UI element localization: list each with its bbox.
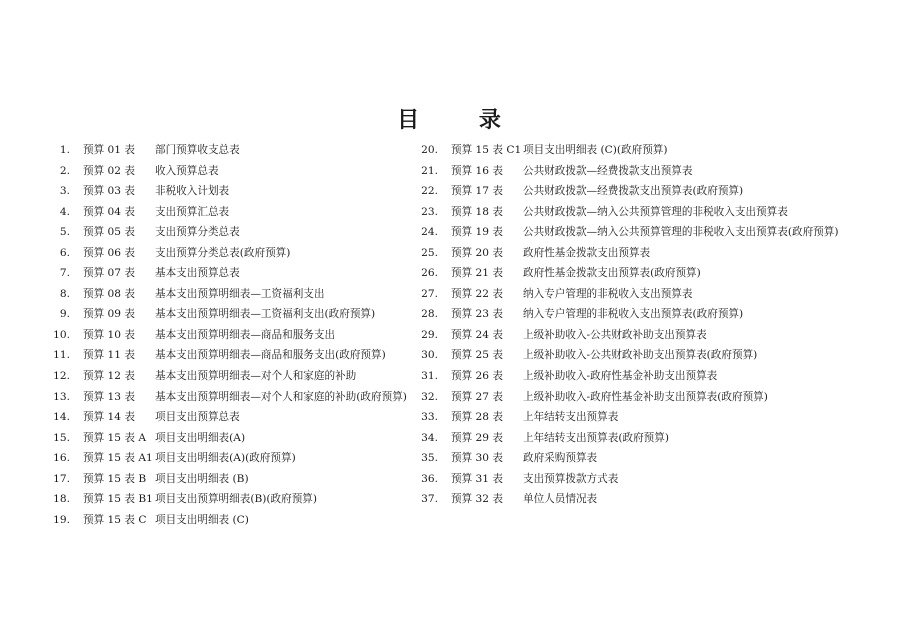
toc-entry-title: 支出预算分类总表(政府预算) — [155, 246, 291, 259]
toc-entry-code: 预算 15 表 B1 — [83, 493, 153, 506]
toc-entry-title: 政府性基金拨款支出预算表(政府预算) — [523, 267, 701, 280]
toc-entry-title: 收入预算总表 — [155, 164, 219, 177]
toc-entry-number: 24. — [421, 226, 438, 239]
toc-entry-title: 单位人员情况表 — [523, 493, 598, 506]
toc-entry-code: 预算 24 表 — [451, 328, 503, 341]
toc-entry[interactable] — [50, 387, 430, 408]
toc-entry-code: 预算 14 表 — [83, 411, 135, 424]
toc-entry-title: 公共财政拨款—经费拨款支出预算表(政府预算) — [523, 185, 744, 198]
toc-entry-code: 预算 04 表 — [83, 205, 135, 218]
toc-entry-title: 支出预算分类总表 — [155, 226, 240, 239]
toc-entry-code: 预算 08 表 — [83, 287, 135, 300]
toc-entry[interactable] — [418, 489, 858, 510]
toc-left-column — [50, 140, 430, 530]
toc-entry[interactable] — [50, 202, 430, 223]
toc-entry-code: 预算 15 表 A1 — [83, 452, 153, 465]
toc-entry[interactable] — [418, 387, 858, 408]
toc-entry-code: 预算 10 表 — [83, 328, 135, 341]
toc-entry-title: 上级补助收入-公共财政补助支出预算表(政府预算) — [523, 349, 758, 362]
toc-entry[interactable] — [50, 222, 430, 243]
toc-entry-code: 预算 03 表 — [83, 185, 135, 198]
toc-entry[interactable] — [418, 181, 858, 202]
toc-entry-code: 预算 09 表 — [83, 308, 135, 321]
toc-entry[interactable] — [50, 161, 430, 182]
toc-entry-code: 预算 02 表 — [83, 164, 135, 177]
toc-entry-number: 11. — [53, 349, 70, 362]
toc-entry[interactable] — [418, 448, 858, 469]
toc-entry-code: 预算 11 表 — [83, 349, 135, 362]
toc-entry-number: 14. — [53, 411, 70, 424]
toc-entry-number: 23. — [421, 205, 438, 218]
toc-entry[interactable] — [50, 489, 430, 510]
toc-entry-number: 8. — [59, 287, 70, 300]
toc-entry[interactable] — [418, 304, 858, 325]
toc-entry-code: 预算 16 表 — [451, 164, 503, 177]
toc-entry-code: 预算 28 表 — [451, 411, 503, 424]
toc-entry-number: 20. — [421, 144, 438, 156]
toc-entry-code: 预算 15 表 C — [83, 513, 147, 526]
toc-entry-title: 纳入专户管理的非税收入支出预算表(政府预算) — [523, 308, 744, 321]
toc-entry-title: 上年结转支出预算表 — [523, 411, 619, 424]
toc-entry-code: 预算 15 表 C1 — [451, 144, 522, 156]
toc-entry[interactable] — [418, 366, 858, 387]
toc-entry-code: 预算 23 表 — [451, 308, 503, 321]
toc-entry-number: 36. — [421, 472, 438, 485]
toc-entry-number: 7. — [59, 267, 70, 280]
toc-entry-number: 15. — [53, 431, 70, 444]
toc-entry-title: 基本支出预算明细表—工资福利支出 — [155, 287, 325, 300]
toc-entry-number: 9. — [59, 308, 70, 321]
toc-entry-number: 4. — [59, 205, 70, 218]
toc-entry-title: 基本支出预算明细表—商品和服务支出(政府预算) — [155, 349, 386, 362]
toc-entry-code: 预算 01 表 — [83, 144, 135, 156]
toc-entry-number: 34. — [421, 431, 438, 444]
toc-entry[interactable] — [50, 140, 430, 161]
toc-entry-title: 基本支出预算明细表—商品和服务支出 — [155, 328, 336, 341]
toc-entry-number: 32. — [421, 390, 438, 403]
toc-entry-number: 27. — [421, 287, 438, 300]
toc-entry-number: 1. — [59, 144, 70, 156]
toc-entry-title: 上年结转支出预算表(政府预算) — [523, 431, 669, 444]
toc-entry-title: 项目支出明细表(A)(政府预算) — [155, 452, 296, 465]
toc-entry-code: 预算 32 表 — [451, 493, 503, 506]
toc-entry-title: 上级补助收入-公共财政补助支出预算表 — [523, 328, 707, 341]
toc-entry[interactable] — [50, 263, 430, 284]
toc-entry-number: 2. — [59, 164, 70, 177]
toc-entry-code: 预算 30 表 — [451, 452, 503, 465]
toc-entry-number: 16. — [53, 452, 70, 465]
toc-entry-title: 基本支出预算总表 — [155, 267, 240, 280]
toc-entry-title: 项目支出明细表(A) — [155, 431, 246, 444]
toc-entry[interactable] — [418, 345, 858, 366]
toc-right-column — [418, 140, 858, 510]
toc-entry-number: 30. — [421, 349, 438, 362]
toc-entry-title: 公共财政拨款—经费拨款支出预算表 — [523, 164, 693, 177]
toc-entry[interactable] — [50, 469, 430, 490]
toc-entry-number: 13. — [53, 390, 70, 403]
toc-entry-title: 非税收入计划表 — [155, 185, 230, 198]
toc-entry-code: 预算 06 表 — [83, 246, 135, 259]
toc-entry-code: 预算 19 表 — [451, 226, 503, 239]
toc-entry-code: 预算 15 表 B — [83, 472, 147, 485]
toc-entry-title: 支出预算汇总表 — [155, 205, 230, 218]
toc-entry-code: 预算 31 表 — [451, 472, 503, 485]
toc-entry-title: 项目支出预算总表 — [155, 411, 240, 424]
toc-entry-title: 部门预算收支总表 — [155, 144, 240, 156]
toc-entry-code: 预算 12 表 — [83, 370, 135, 383]
toc-entry-code: 预算 18 表 — [451, 205, 503, 218]
toc-entry-number: 5. — [59, 226, 70, 239]
toc-entry-title: 项目支出预算明细表(B)(政府预算) — [155, 493, 318, 506]
toc-entry-code: 预算 27 表 — [451, 390, 503, 403]
toc-entry-number: 26. — [421, 267, 438, 280]
toc-entry-title: 政府采购预算表 — [523, 452, 598, 465]
toc-entry[interactable] — [418, 469, 858, 490]
page-title: 目 录 — [397, 107, 527, 133]
toc-entry-number: 33. — [421, 411, 438, 424]
toc-entry-code: 预算 15 表 A — [83, 431, 147, 444]
toc-entry-title: 纳入专户管理的非税收入支出预算表 — [523, 287, 693, 300]
toc-entry[interactable] — [418, 428, 858, 449]
toc-entry-title: 支出预算拨款方式表 — [523, 472, 619, 485]
toc-entry[interactable] — [50, 304, 430, 325]
toc-entry[interactable] — [418, 140, 858, 161]
toc-entry[interactable] — [50, 325, 430, 346]
toc-entry-code: 预算 26 表 — [451, 370, 503, 383]
toc-entry[interactable] — [50, 284, 430, 305]
toc-entry-number: 10. — [53, 328, 70, 341]
toc-entry[interactable] — [418, 161, 858, 182]
toc-entry-number: 6. — [59, 246, 70, 259]
toc-entry-code: 预算 13 表 — [83, 390, 135, 403]
toc-entry-number: 12. — [53, 370, 70, 383]
toc-entry-code: 预算 07 表 — [83, 267, 135, 280]
toc-entry-code: 预算 21 表 — [451, 267, 503, 280]
toc-entry-number: 31. — [421, 370, 438, 383]
toc-entry[interactable] — [418, 284, 858, 305]
toc-entry-title: 公共财政拨款—纳入公共预算管理的非税收入支出预算表(政府预算) — [523, 226, 839, 239]
toc-entry-number: 3. — [59, 185, 70, 198]
toc-entry-number: 18. — [53, 493, 70, 506]
toc-entry[interactable] — [418, 407, 858, 428]
toc-entry-number: 25. — [421, 246, 438, 259]
toc-entry-number: 21. — [421, 164, 438, 177]
toc-entry-code: 预算 22 表 — [451, 287, 503, 300]
toc-entry[interactable] — [50, 407, 430, 428]
toc-entry-number: 17. — [53, 472, 70, 485]
toc-entry[interactable] — [50, 243, 430, 264]
toc-entry-number: 37. — [421, 493, 438, 506]
toc-entry-number: 35. — [421, 452, 438, 465]
toc-entry-title: 上级补助收入-政府性基金补助支出预算表 — [523, 370, 718, 383]
toc-entry-number: 29. — [421, 328, 438, 341]
toc-entry[interactable] — [50, 428, 430, 449]
toc-entry[interactable] — [418, 243, 858, 264]
toc-entry[interactable] — [418, 222, 858, 243]
toc-entry-number: 28. — [421, 308, 438, 321]
toc-entry-code: 预算 25 表 — [451, 349, 503, 362]
toc-entry[interactable] — [50, 366, 430, 387]
toc-entry[interactable] — [50, 345, 430, 366]
toc-entry[interactable] — [418, 202, 858, 223]
toc-entry-title: 基本支出预算明细表—对个人和家庭的补助 — [155, 370, 357, 383]
toc-entry-title: 项目支出明细表 (B) — [155, 472, 249, 485]
toc-entry-code: 预算 05 表 — [83, 226, 135, 239]
toc-entry-title: 公共财政拨款—纳入公共预算管理的非税收入支出预算表 — [523, 205, 788, 218]
toc-entry-title: 政府性基金拨款支出预算表 — [523, 246, 651, 259]
toc-entry[interactable] — [418, 263, 858, 284]
toc-entry[interactable] — [50, 448, 430, 469]
toc-entry-title: 项目支出明细表 (C)(政府预算) — [523, 144, 668, 156]
toc-entry-code: 预算 20 表 — [451, 246, 503, 259]
toc-entry-code: 预算 29 表 — [451, 431, 503, 444]
toc-entry-number: 19. — [53, 513, 70, 526]
toc-entry-title: 基本支出预算明细表—对个人和家庭的补助(政府预算) — [155, 390, 407, 403]
toc-entry-title: 上级补助收入-政府性基金补助支出预算表(政府预算) — [523, 390, 768, 403]
toc-entry-title: 项目支出明细表 (C) — [155, 513, 249, 526]
toc-entry[interactable] — [50, 181, 430, 202]
toc-entry-title: 基本支出预算明细表—工资福利支出(政府预算) — [155, 308, 376, 321]
toc-entry[interactable] — [50, 510, 430, 531]
toc-entry-code: 预算 17 表 — [451, 185, 503, 198]
toc-entry-number: 22. — [421, 185, 438, 198]
toc-entry[interactable] — [418, 325, 858, 346]
